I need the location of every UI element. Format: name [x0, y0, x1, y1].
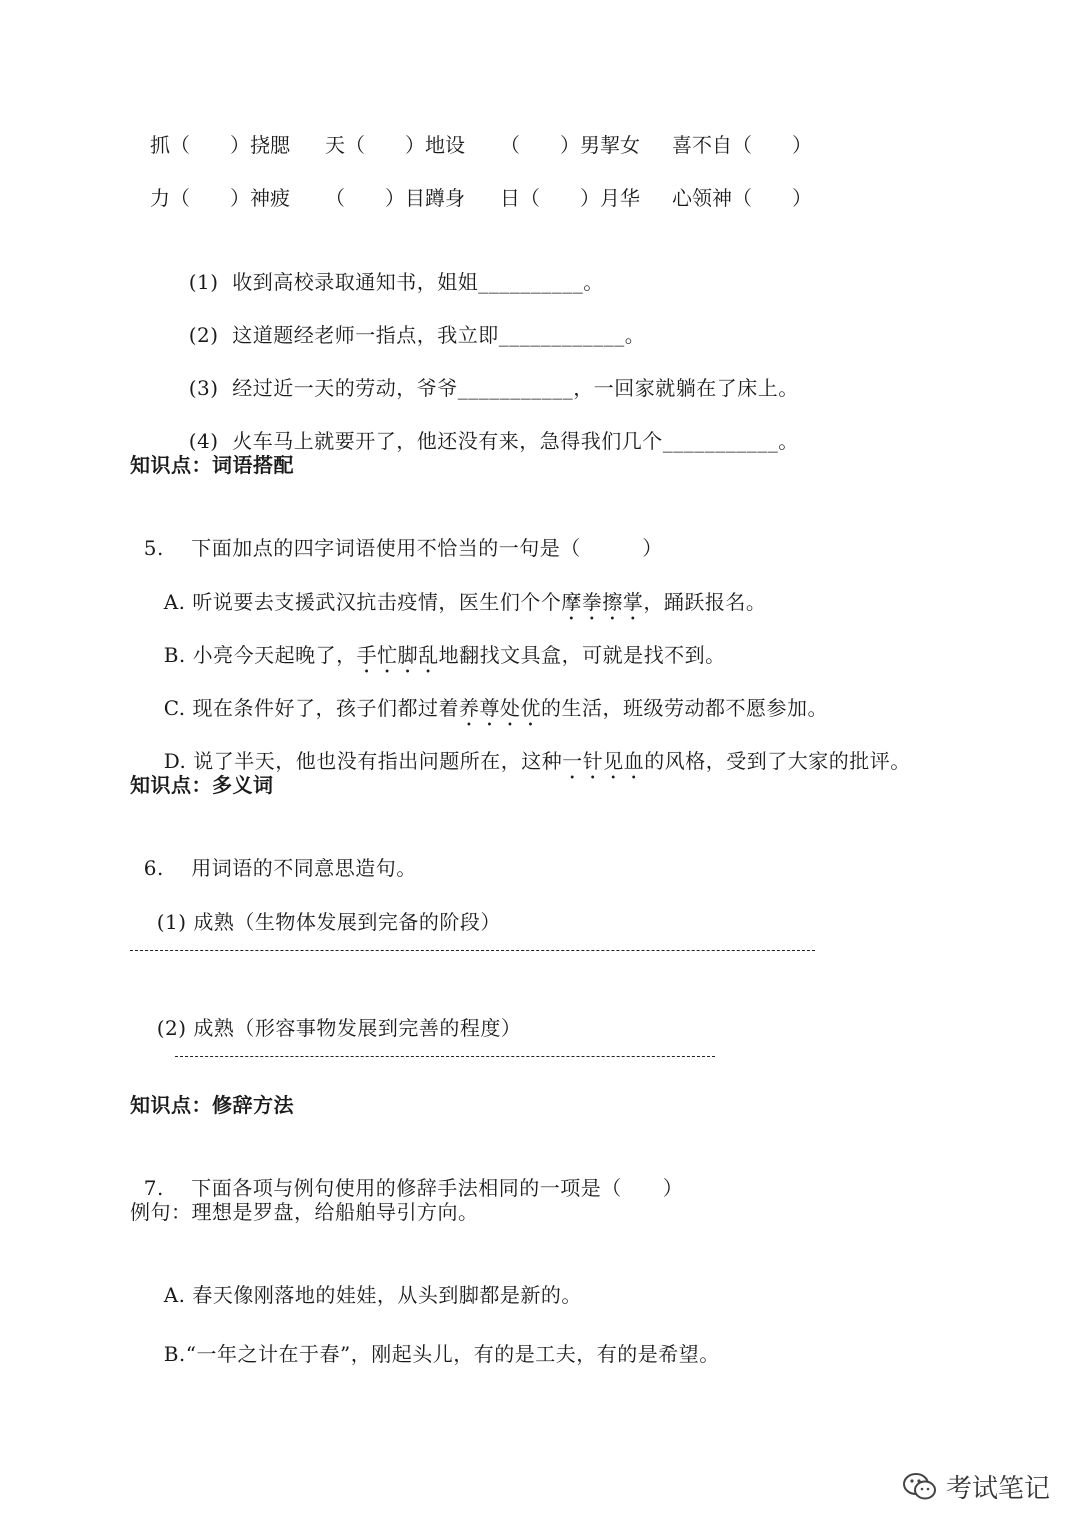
question-5-stem: [130, 503, 663, 563]
question-text: 下面加点的四字词语使用不恰当的一句是（ ）: [191, 536, 663, 560]
item-number: (2): [156, 1016, 187, 1040]
dotted-idiom: 一针见血: [562, 749, 645, 773]
question-number: 7.: [143, 1176, 164, 1200]
idiom-cell: 心领神（ ）: [672, 186, 812, 210]
item-text: 成熟（形容事物发展到完善的程度）: [193, 1016, 522, 1040]
option-text: 现在条件好了，孩子们都过着: [192, 696, 460, 720]
item-number: (1): [188, 270, 219, 294]
question-7-stem: [130, 1143, 683, 1203]
idiom-row-2: [0, 183, 1080, 213]
item-number: (1): [156, 910, 187, 934]
watermark-text: 考试笔记: [945, 1474, 1050, 1504]
section-heading: 知识点：多义词: [130, 773, 274, 797]
option-text: 地翻找文具盒，可就是找不到。: [438, 643, 726, 667]
item-number: (2): [188, 323, 219, 347]
fill-sentence-2: [175, 290, 645, 350]
answer-line[interactable]: [130, 950, 815, 951]
idiom-cell: 天（ ）地设: [325, 133, 465, 157]
q6-item-2: [143, 983, 521, 1043]
option-label: B.: [163, 1342, 186, 1366]
option-text: ，踊跃报名。: [643, 590, 767, 614]
question-number: 6.: [143, 856, 164, 880]
option-label: A.: [163, 590, 186, 614]
answer-line[interactable]: [175, 1056, 715, 1057]
section-heading: 知识点：修辞方法: [130, 1093, 294, 1117]
option-text: 听说要去支援武汉抗击疫情，医生们个个: [192, 590, 562, 614]
item-number: (3): [188, 376, 219, 400]
idiom-cell: 力（ ）神疲: [150, 186, 290, 210]
question-text: 下面各项与例句使用的修辞手法相同的一项是（ ）: [191, 1176, 684, 1200]
item-text: 火车马上就要开了，他还没有来，急得我们几个___________。: [232, 429, 799, 453]
idiom-cell: 喜不自（ ）: [672, 133, 812, 157]
fill-sentence-3: [175, 343, 799, 403]
item-text: 这道题经老师一指点，我立即____________。: [232, 323, 646, 347]
option-label: B.: [163, 643, 186, 667]
option-b: [150, 1309, 720, 1369]
fill-sentence-1: [175, 237, 604, 297]
section-heading: 知识点：词语搭配: [130, 453, 294, 477]
idiom-cell: （ ）目蹲身: [325, 186, 465, 210]
idiom-cell: （ ）男挈女: [500, 133, 640, 157]
option-label: A.: [163, 1283, 186, 1307]
idiom-cell: 日（ ）月华: [500, 186, 640, 210]
idiom-cell: 抓（ ）挠腮: [150, 133, 290, 157]
dotted-idiom: 摩拳擦掌: [561, 590, 644, 614]
option-a: [150, 1250, 582, 1310]
question-number: 5.: [143, 536, 164, 560]
question-6-stem: [130, 823, 417, 883]
item-number: (4): [188, 429, 219, 453]
wechat-icon: [902, 1472, 938, 1502]
option-text: 小亮今天起晚了，: [192, 643, 357, 667]
dotted-idiom: 养尊处优: [459, 696, 542, 720]
option-text: 的风格，受到了大家的批评。: [644, 749, 911, 773]
option-text: 说了半天，他也没有指出问题所在，这种: [193, 749, 563, 773]
option-label: C.: [163, 696, 186, 720]
fill-sentence-4: [175, 396, 799, 456]
option-text: 的生活，班级劳动都不愿参加。: [541, 696, 829, 720]
dotted-idiom: 手忙脚乱: [356, 643, 439, 667]
option-text: 春天像刚落地的娃娃，从头到脚都是新的。: [192, 1283, 582, 1307]
question-text: 用词语的不同意思造句。: [191, 856, 417, 880]
option-label: D.: [163, 749, 187, 773]
option-text: “一年之计在于春”，刚起头儿，有的是工夫，有的是希望。: [185, 1342, 720, 1366]
watermark: [902, 1468, 1050, 1505]
item-text: 经过近一天的劳动，爷爷___________，一回家就躺在了床上。: [232, 376, 799, 400]
item-text: 收到高校录取通知书，姐姐__________。: [232, 270, 604, 294]
item-text: 成熟（生物体发展到完备的阶段）: [193, 910, 501, 934]
q6-item-1: [143, 877, 501, 937]
example-sentence: 例句：理想是罗盘，给船舶导引方向。: [130, 1200, 479, 1224]
idiom-row-1: [0, 130, 1080, 160]
